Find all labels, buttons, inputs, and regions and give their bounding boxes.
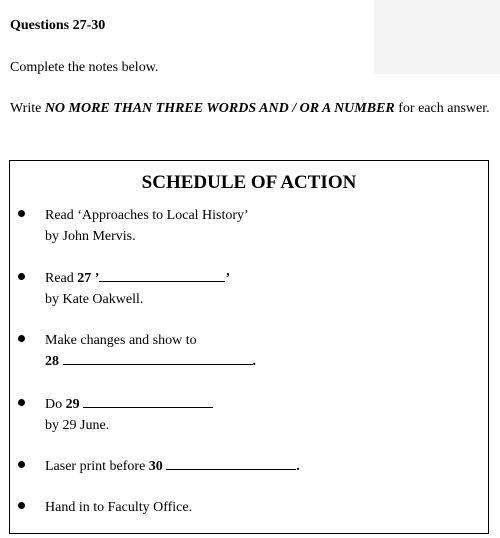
answer-rule-text <box>10 101 490 117</box>
note-line <box>45 394 213 415</box>
bullet-icon <box>18 461 25 468</box>
note-text <box>45 456 300 477</box>
note-line <box>45 268 230 289</box>
note-prefix: Read <box>45 271 78 286</box>
note-text <box>45 394 213 436</box>
answer-blank-29[interactable] <box>83 395 213 408</box>
bullet-icon <box>18 335 25 342</box>
bullet-icon <box>18 210 25 217</box>
answer-blank-28[interactable] <box>63 352 253 365</box>
note-line: Read ‘Approaches to Local History’ <box>45 208 249 223</box>
answer-blank-30[interactable] <box>166 457 296 470</box>
note-text <box>45 205 249 247</box>
note-line: by John Mervis. <box>45 229 136 244</box>
notes-title: SCHEDULE OF ACTION <box>141 172 357 193</box>
bullet-icon <box>18 273 25 280</box>
note-text <box>45 268 230 310</box>
answer-rule-emphasis: NO MORE THAN THREE WORDS AND / OR A NUMBER <box>44 101 395 116</box>
note-prefix: Do <box>45 397 66 412</box>
instruction-text: Complete the notes below. <box>10 60 159 75</box>
question-number: 30 <box>148 459 163 474</box>
question-number: 29 <box>65 397 80 412</box>
note-line: Hand in to Faculty Office. <box>45 500 193 515</box>
question-number: 27 <box>77 271 92 286</box>
answer-blank-27[interactable] <box>99 269 225 282</box>
questions-heading: Questions 27-30 <box>10 18 106 33</box>
answer-rule-suffix: for each answer. <box>394 101 490 116</box>
bullet-icon <box>18 399 25 406</box>
note-line: by Kate Oakwell. <box>45 292 144 307</box>
note-line <box>45 456 300 477</box>
note-line: Make changes and show to <box>45 333 197 348</box>
open-quote: ’ <box>91 271 100 286</box>
close-quote: ’ <box>225 271 231 286</box>
bullet-icon <box>18 502 25 509</box>
note-line <box>45 351 256 372</box>
note-text <box>45 497 192 518</box>
note-text <box>45 330 256 372</box>
notes-box <box>9 160 489 534</box>
question-number: 28 <box>45 354 59 369</box>
corner-shade <box>374 0 500 74</box>
note-line: by 29 June. <box>45 418 110 433</box>
answer-rule-prefix: Write <box>10 101 45 116</box>
note-prefix: Laser print before <box>45 459 149 474</box>
note-end: . <box>296 459 300 474</box>
note-end: . <box>252 354 256 369</box>
